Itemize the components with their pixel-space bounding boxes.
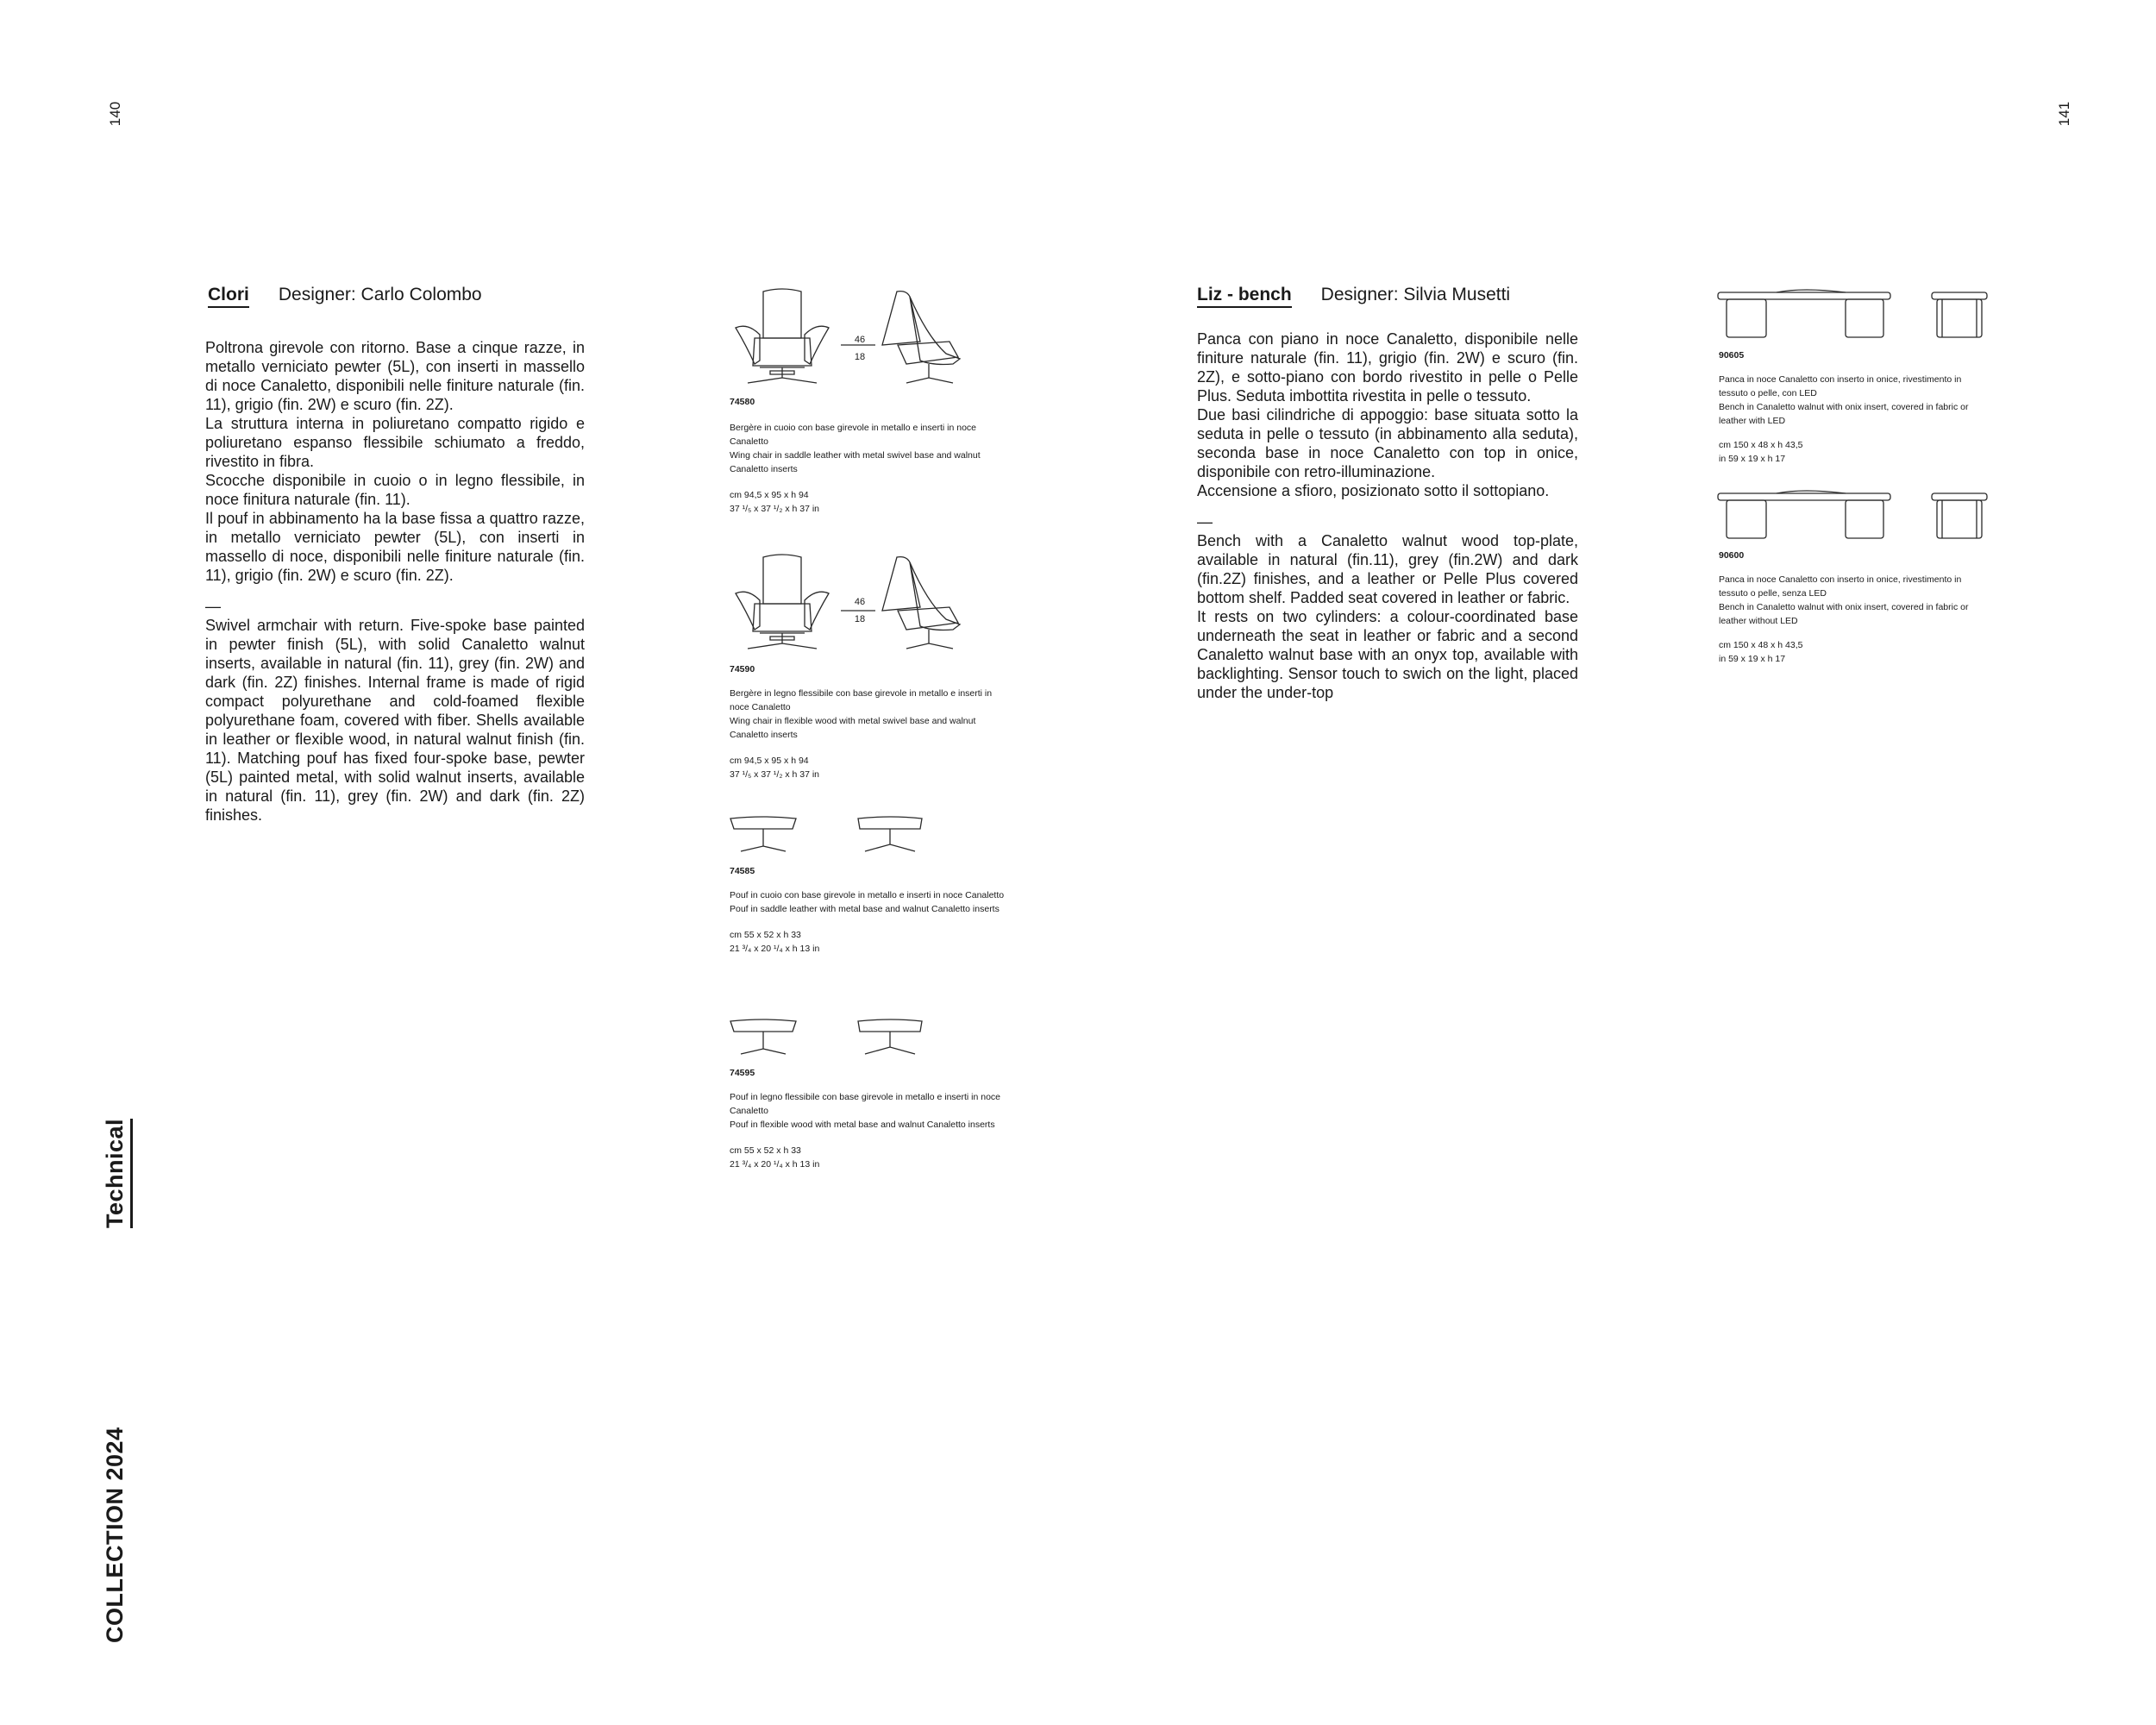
- pouf-74595-drawing: [729, 1018, 927, 1061]
- product-title-liz: [1197, 285, 1510, 305]
- liz-description: [1197, 329, 1578, 702]
- pouf-74585-drawing: [729, 815, 927, 858]
- item-dims-in: 37 ¹/₅ x 37 ¹/₂ x h 37 in: [730, 504, 820, 514]
- item-desc-it: Panca in noce Canaletto con inserto in onice, rivestimento in tessuto o pelle, con LED: [1719, 374, 1962, 398]
- item-desc-74590: [730, 687, 1010, 781]
- clori-it-paragraph: Scocche disponibile in cuoio o in legno flessibile, in noce finitura naturale (fin. 11).: [205, 472, 585, 508]
- item-dims-in: 21 ³/₄ x 20 ¹/₄ x h 13 in: [730, 1159, 820, 1170]
- page-number-right: 141: [2056, 101, 2073, 127]
- item-desc-en: Bench in Canaletto walnut with onix insert, covered in fabric or leather without LED: [1719, 602, 1969, 626]
- item-desc-en: Pouf in saddle leather with metal base and walnut Canaletto inserts: [730, 904, 1000, 914]
- bench-90600-drawing: [1716, 490, 1992, 543]
- bench-90605-drawing: [1716, 289, 1992, 342]
- clori-it-paragraph: Il pouf in abbinamento ha la base fissa a quattro razze, in metallo verniciato pewter (5L), con inserti in massello di noce, disponibili nelle finiture naturale (fin. 11), grigio (fin. 2W) e scuro (fin. 2Z).: [205, 510, 585, 584]
- liz-it-paragraph: Panca con piano in noce Canaletto, disponibile nelle finiture naturale (fin. 11), grigio (fin. 2W) e scuro (fin. 2Z), e sotto-piano con bordo rivestito in pelle o Pelle Plus. Seduta imbottita rivestita in pelle o tessuto.: [1197, 330, 1578, 405]
- item-desc-74585: [730, 888, 1010, 956]
- item-dims-cm: cm 94,5 x 95 x h 94: [730, 756, 809, 766]
- page-number-left: 140: [107, 101, 124, 127]
- designer-name: Designer: Silvia Musetti: [1320, 285, 1511, 304]
- product-name: Liz - bench: [1197, 285, 1292, 308]
- clori-it-paragraph: La struttura interna in poliuretano compatto rigido e poliuretano espanso flessibile schiumato a freddo, rivestito in fibra.: [205, 415, 585, 470]
- liz-it-paragraph: Accensione a sfioro, posizionato sotto il sottopiano.: [1197, 482, 1550, 499]
- item-dims-cm: cm 150 x 48 x h 43,5: [1719, 440, 1803, 450]
- item-desc-74580: [730, 421, 1010, 516]
- liz-en-paragraph: Bench with a Canaletto walnut wood top-plate, available in natural (fin.11), grey (fin.2W) and dark (fin.2Z) finishes, and a leather or Pelle Plus covered bottom shelf. Padded seat covered in leather or fabric.: [1197, 532, 1578, 606]
- divider-dash: —: [205, 598, 221, 615]
- item-desc-74595: [730, 1090, 1010, 1171]
- item-dims-in: in 59 x 19 x h 17: [1719, 654, 1786, 664]
- product-title-clori: [208, 285, 482, 305]
- item-code-90600: 90600: [1719, 550, 1745, 561]
- item-desc-en: Wing chair in saddle leather with metal swivel base and walnut Canaletto inserts: [730, 450, 981, 474]
- armchair-74590-drawing: [729, 550, 1013, 658]
- item-code-74595: 74595: [730, 1068, 755, 1078]
- item-dims-in: 37 ¹/₅ x 37 ¹/₂ x h 37 in: [730, 769, 820, 780]
- liz-it-paragraph: Due basi cilindriche di appoggio: base situata sotto la seduta in pelle o tessuto (in abbinamento alla seduta), seconda base in noce Canaletto con top in onice, disponibile con retro-illuminazione.: [1197, 406, 1578, 480]
- item-code-74585: 74585: [730, 866, 755, 876]
- item-dims-cm: cm 55 x 52 x h 33: [730, 930, 801, 940]
- item-desc-en: Wing chair in flexible wood with metal swivel base and walnut Canaletto inserts: [730, 716, 976, 740]
- product-name: Clori: [208, 285, 249, 308]
- clori-en-paragraph: Swivel armchair with return. Five-spoke base painted in pewter finish (5L), with solid Canaletto walnut inserts, available in natural (fin. 11), grey (fin. 2W) and dark (fin. 2Z) finishes. Internal frame is made of rigid compact polyurethane and cold-foamed flexible polyurethane foam, covered with fiber. Shells available in leather or flexible wood, in natural walnut finish (fin. 11). Matching pouf has fixed four-spoke base, pewter (5L) painted metal, with solid walnut inserts, available in natural (fin. 11), grey (fin. 2W) and dark (fin. 2Z) finishes.: [205, 617, 585, 824]
- collection-label: COLLECTION 2024: [102, 1427, 128, 1643]
- item-code-74590: 74590: [730, 664, 755, 674]
- item-desc-90605: [1719, 373, 1969, 466]
- item-desc-it: Bergère in legno flessibile con base girevole in metallo e inserti in noce Canaletto: [730, 688, 993, 712]
- item-desc-en: Pouf in flexible wood with metal base and walnut Canaletto inserts: [730, 1120, 995, 1130]
- item-desc-it: Pouf in cuoio con base girevole in metallo e inserti in noce Canaletto: [730, 890, 1005, 900]
- item-dims-cm: cm 94,5 x 95 x h 94: [730, 490, 809, 500]
- clori-description: [205, 338, 585, 825]
- item-desc-it: Panca in noce Canaletto con inserto in onice, rivestimento in tessuto o pelle, senza LED: [1719, 574, 1962, 599]
- section-label-technical: Technical: [102, 1119, 133, 1228]
- item-dims-in: in 59 x 19 x h 17: [1719, 454, 1786, 464]
- divider-dash: —: [1197, 513, 1213, 530]
- arm-height-dim: 18: [854, 614, 866, 624]
- item-desc-it: Bergère in cuoio con base girevole in metallo e inserti in noce Canaletto: [730, 423, 976, 447]
- item-dims-cm: cm 150 x 48 x h 43,5: [1719, 640, 1803, 650]
- arm-height-dim: 18: [854, 352, 866, 362]
- item-desc-it: Pouf in legno flessibile con base girevole in metallo e inserti in noce Canaletto: [730, 1092, 1001, 1116]
- seat-height-dim: 46: [854, 335, 866, 345]
- item-desc-en: Bench in Canaletto walnut with onix insert, covered in fabric or leather with LED: [1719, 402, 1969, 426]
- item-dims-in: 21 ³/₄ x 20 ¹/₄ x h 13 in: [730, 944, 820, 954]
- item-dims-cm: cm 55 x 52 x h 33: [730, 1145, 801, 1156]
- item-code-74580: 74580: [730, 397, 755, 407]
- item-code-90605: 90605: [1719, 350, 1745, 361]
- armchair-74580-drawing: [729, 285, 1013, 392]
- seat-height-dim: 46: [854, 597, 866, 607]
- designer-name: Designer: Carlo Colombo: [278, 285, 482, 304]
- liz-en-paragraph: It rests on two cylinders: a colour-coordinated base underneath the seat in leather or fabric and a second Canaletto walnut base with an onyx top, available with backlighting. Sensor touch to swich on the light, placed under the under-top: [1197, 608, 1578, 701]
- clori-it-paragraph: Poltrona girevole con ritorno. Base a cinque razze, in metallo verniciato pewter (5L), con inserti in massello di noce Canaletto, disponibili nelle finiture naturale (fin. 11), grigio (fin. 2W) e scuro (fin. 2Z).: [205, 339, 585, 413]
- item-desc-90600: [1719, 573, 1969, 666]
